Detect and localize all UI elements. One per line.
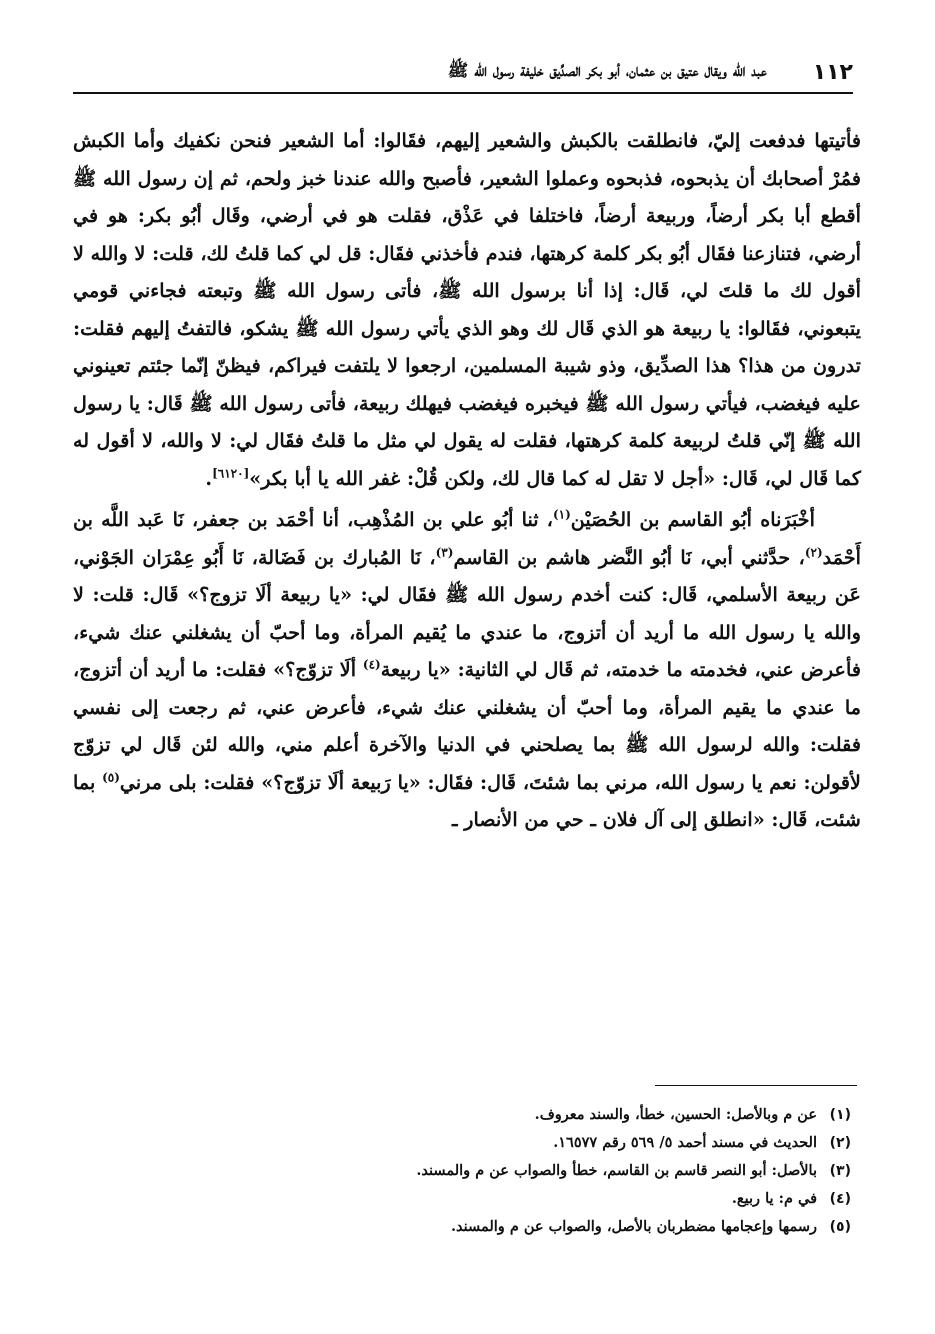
prophet-quote-2: «يا رَبيعة ألَا تزوّج؟» bbox=[261, 770, 421, 794]
paragraph-2-text-3: ، حدَّثني أبي، نَا أبُو النَّضر هاشم بن القاسم bbox=[453, 545, 805, 569]
footnote-text: الحديث في مسند أحمد ٥/ ٥٦٩ رقم ١٦٥٧٧. bbox=[553, 1134, 817, 1151]
footnote-marker-5[interactable]: (٥) bbox=[102, 770, 120, 785]
paragraph-2-text-7: بما شئت، قَال: bbox=[73, 770, 861, 831]
page-header bbox=[73, 52, 853, 94]
footnote-number: (٤) bbox=[829, 1191, 851, 1207]
footnote-3 bbox=[91, 1157, 851, 1185]
paragraph-2-text-5: فقلت: ما أريد أن أتزوج، ما عندي ما يقيم المرأة، وما أحبّ أن يشغلني عنك شيء، فأعرض عني، ثم رجعت إلى نفسي فقلت: والله لرسول الله ﷺ بما يصلحني في الدنيا والآخرة أعلم مني، والله لئن قَال لي تزوّج لأقولن: نعم يا رسول الله، مرني بما شئتَ، قَال: فقَال: bbox=[73, 658, 862, 794]
footnote-2 bbox=[91, 1129, 851, 1157]
footnote-text: في م: يا ربيع. bbox=[731, 1190, 817, 1207]
hadith-reference-number: [٦١٢٠] bbox=[212, 466, 250, 481]
footnotes bbox=[91, 1101, 851, 1241]
paragraph-2-text-6: فقلت: بلى مرني bbox=[119, 770, 262, 794]
footnote-text: بالأصل: أبو النصر قاسم بن القاسم، خطأ والصواب عن م والمسند. bbox=[416, 1162, 817, 1179]
footnote-marker-4[interactable]: (٤) bbox=[362, 657, 381, 672]
paragraph-1-text: فأتيتها فدفعت إليّ، فانطلقت بالكبش والشعير إليهم، فقَالوا: أما الشعير فنحن نكفيك وأما الكبش فمُرْ أصحابك أن يذبحوه، فذبحوه وعملوا الشعير، فأصبح والله عندنا خبز ولحم، ثم إن رسول الله ﷺ أقطع أبا بكر أرضاً، وربيعة أرضاً، فاختلفا في عَذْق، فقلت هو في أرضي، وقَال أبُو بكر: هو في أرضي، فتنازعنا فقَال أبُو بكر كلمة كرهتها، فندم فأخذني فقَال: قل لي كما قلتُ لك، قلت: لا والله لا أقول لك ما قلتَ لي، قَال: إذا أنا برسول الله ﷺ، فأتى رسول الله ﷺ وتبعته فجاءني قومي يتبعوني، فقَالوا: يا ربيعة هو الذي قَال لك وهو الذي يأتي رسول الله ﷺ يشكو، فالتفتُ إليهم فقلت: تدرون من هذا؟ هذا الصدِّيق، وذو شيبة المسلمين، ارجعوا لا يلتفت فيراكم، فيظنّ إنّما جئتم تعينوني عليه فيغضب، فيأتي رسول الله ﷺ فيخبره فيغضب فيهلك ربيعة، فأتى رسول الله ﷺ قَال: يا رسول الله ﷺ إنّي قلتُ لربيعة كلمة كرهتها، فقلت له يقول لي مثل ما قلتُ فقَال لي: لا والله، لا أقول له كما قَال لي، قَال: bbox=[73, 129, 861, 490]
prophet-quote-1b: ألَا تزوّج؟» bbox=[273, 658, 363, 681]
running-title: عبد الله ويقال عتيق بن عثمان، أبو بكر الصدِّيق خليفة رسول الله ﷺ bbox=[447, 60, 767, 81]
paragraph-2 bbox=[73, 501, 861, 839]
footnote-marker-3[interactable]: (٣) bbox=[435, 545, 454, 560]
hadith-quote: «أجل لا تقل له كما قال لك، ولكن قُلْ: غفر الله يا أبا بكر» bbox=[249, 466, 716, 490]
paragraph-1-end: . bbox=[205, 466, 213, 490]
prophet-quote-1a: «يا ربيعة bbox=[380, 658, 451, 681]
page-number: ١١٢ bbox=[812, 59, 853, 85]
paragraph-2-text-1: أبُو القاسم بن الحُصَيْن bbox=[570, 508, 761, 531]
isnad-opening-word: أخْبَرَناه bbox=[760, 508, 815, 531]
footnote-5 bbox=[91, 1213, 851, 1241]
main-text bbox=[73, 122, 861, 839]
footnote-marker-2[interactable]: (٢) bbox=[804, 545, 823, 560]
paragraph-1 bbox=[73, 122, 861, 497]
footnote-1 bbox=[91, 1101, 851, 1129]
footnote-number: (١) bbox=[829, 1107, 851, 1123]
footnote-marker-1[interactable]: (١) bbox=[552, 507, 571, 522]
paragraph-2-text-4: ، نَا المُبارك بن فَضَالة، نَا أَبُو عِمْرَان الجَوْني، عَن ربيعة الأسلمي، قَال: كنت أخدم رسول الله ﷺ فقَال لي: «يا ربيعة ألَا تزوج؟» قَال: قلت: لا والله يا رسول الله ما أريد أن أتزوج، ما عندي ما يُقيم المرأة، وما أحبّ أن يشغلني عنك شيء، فأعرض عني، فخدمته ما خدمته، ثم قَال لي الثانية: bbox=[73, 545, 861, 681]
footnote-text: رسمها وإعجامها مضطربان بالأصل، والصواب عن م والمسند. bbox=[451, 1218, 817, 1235]
footnote-4 bbox=[91, 1185, 851, 1213]
footnote-text: عن م وبالأصل: الحسين، خطأ، والسند معروف. bbox=[534, 1106, 817, 1123]
footnote-divider bbox=[655, 1085, 857, 1086]
footnote-number: (٣) bbox=[829, 1163, 851, 1179]
footnote-number: (٥) bbox=[829, 1219, 851, 1235]
paragraph-2-text-2: ، ثنا أبُو علي بن المُذْهِب، أنا أحْمَد بن جعفر، نَا عَبد اللَّه بن أَحْمَد bbox=[73, 508, 862, 569]
footnote-number: (٢) bbox=[829, 1135, 851, 1151]
prophet-quote-3: «انطلق إلى آل فلان ـ حي من الأنصار ـ bbox=[451, 808, 765, 831]
